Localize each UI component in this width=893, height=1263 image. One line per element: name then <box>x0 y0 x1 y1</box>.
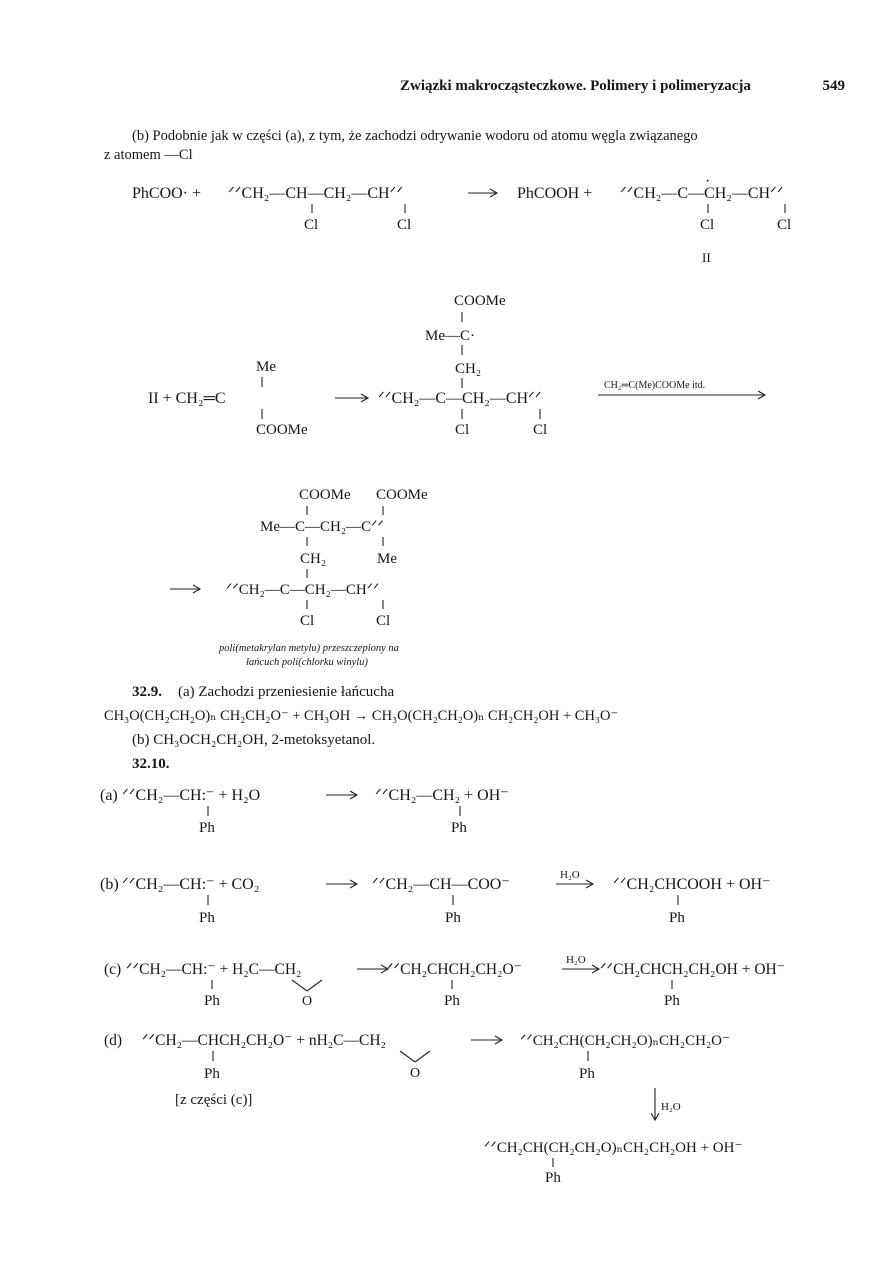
chapter-title: Związki makrocząsteczkowe. Polimery i polimeryzacja <box>400 78 751 94</box>
phenyl-label: Ph <box>545 1170 561 1186</box>
chlorine-label: Cl <box>700 217 715 233</box>
chlorine-label: Cl <box>376 613 391 629</box>
problem-number-32-10: 32.10. <box>132 756 170 772</box>
ch2-group: CH₂ <box>300 551 327 567</box>
water-reagent-label: H₂O <box>661 1101 681 1113</box>
part-c-product: ᐟᐟCH₂CHCH₂CH₂OH + OH⁻ <box>600 961 785 978</box>
methyl-group: Me <box>256 359 276 375</box>
part-b-intermediate: ᐟᐟCH₂—CH—COO⁻ <box>372 876 510 893</box>
part-d-note: [z części (c)] <box>175 1092 253 1108</box>
reaction-b-reactant1: PhCOO· + <box>132 185 202 202</box>
page-number: 549 <box>822 78 845 94</box>
epoxide-oxygen: O <box>302 994 313 1009</box>
part-d-product: ᐟᐟCH₂CH(CH₂CH₂O)ₙCH₂CH₂O⁻ <box>520 1033 730 1049</box>
part-a-product: ᐟᐟCH₂—CH₂ + OH⁻ <box>375 787 509 804</box>
part-a-label: (a) <box>100 787 118 804</box>
epoxide-bond <box>400 1051 415 1062</box>
coome-group: COOMe <box>376 487 428 503</box>
part-b-reactant: ᐟᐟCH₂—CH:⁻ + CO₂ <box>122 876 260 893</box>
figure-caption-line-2: łańcuch poli(chlorku winylu) <box>246 657 368 668</box>
problem-32-9-part-b: (b) CH₃OCH₂CH₂OH, 2-metoksyetanol. <box>132 732 376 748</box>
part-d-label: (d) <box>104 1032 123 1049</box>
radical-dot: · <box>705 173 711 190</box>
phenyl-label: Ph <box>204 993 220 1009</box>
phenyl-label: Ph <box>669 910 685 926</box>
part-c-intermediate: ᐟᐟCH₂CHCH₂CH₂O⁻ <box>387 961 522 978</box>
phenyl-label: Ph <box>444 993 460 1009</box>
chlorine-label: Cl <box>397 217 412 233</box>
water-reagent-label: H₂O <box>566 954 586 966</box>
epoxide-oxygen: O <box>410 1066 421 1081</box>
coome-group: COOMe <box>454 293 506 309</box>
part-b-product: ᐟᐟCH₂CHCOOH + OH⁻ <box>613 876 771 893</box>
phenyl-label: Ph <box>204 1066 220 1082</box>
graft-reactant: II + CH₂═C <box>148 390 226 407</box>
reaction-b-product1: PhCOOH + <box>517 185 593 202</box>
monomer-arrow-label: CH₂═C(Me)COOMe itd. <box>604 380 706 391</box>
water-reagent-label: H₂O <box>560 869 580 881</box>
phenyl-label: Ph <box>579 1066 595 1082</box>
epoxide-bond <box>415 1051 430 1062</box>
part-d-final-product: ᐟᐟCH₂CH(CH₂CH₂O)ₙCH₂CH₂OH + OH⁻ <box>484 1140 743 1156</box>
chain-transfer-equation: CH₃O(CH₂CH₂O)ₙ CH₂CH₂O⁻ + CH₃OH → CH₃O(CH₂CH₂O)ₙ CH₂CH₂OH + CH₃O⁻ <box>104 708 619 724</box>
chlorine-label: Cl <box>777 217 792 233</box>
phenyl-label: Ph <box>199 910 215 926</box>
chlorine-label: Cl <box>300 613 315 629</box>
compound-label-ii: II <box>702 250 711 265</box>
pmma-backbone: Me—C—CH₂—Cᐟᐟ <box>260 519 384 535</box>
radical-center: Me—C· <box>425 328 475 344</box>
phenyl-label: Ph <box>199 820 215 836</box>
chlorine-label: Cl <box>304 217 319 233</box>
phenyl-label: Ph <box>445 910 461 926</box>
reaction-b-reactant2: ᐟᐟCH₂—CH—CH₂—CHᐟᐟ <box>228 185 404 202</box>
chlorine-label: Cl <box>455 422 470 438</box>
ch2-group: CH₂ <box>455 361 482 377</box>
pvc-chain: ᐟᐟCH₂—C—CH₂—CHᐟᐟ <box>378 390 542 407</box>
epoxide-bond <box>292 980 307 991</box>
methyl-group: Me <box>377 551 397 567</box>
figure-caption-line-1: poli(metakrylan metylu) przeszczepiony na <box>219 643 399 654</box>
part-c-reactant: ᐟᐟCH₂—CH:⁻ + H₂C—CH₂ <box>126 961 302 978</box>
part-c-label: (c) <box>104 961 122 978</box>
phenyl-label: Ph <box>451 820 467 836</box>
problem-number-32-9: 32.9. <box>132 684 162 700</box>
intro-line-2: z atomem —Cl <box>104 147 193 163</box>
coome-group: COOMe <box>256 422 308 438</box>
coome-group: COOMe <box>299 487 351 503</box>
part-a-reactant: ᐟᐟCH₂—CH:⁻ + H₂O <box>122 787 261 804</box>
part-b-label: (b) <box>100 876 119 893</box>
epoxide-bond <box>307 980 322 991</box>
problem-32-9-part-a: (a) Zachodzi przeniesienie łańcucha <box>178 684 395 700</box>
pvc-chain: ᐟᐟCH₂—C—CH₂—CHᐟᐟ <box>226 582 380 598</box>
phenyl-label: Ph <box>664 993 680 1009</box>
part-d-reactant: ᐟᐟCH₂—CHCH₂CH₂O⁻ + nH₂C—CH₂ <box>142 1032 386 1049</box>
chlorine-label: Cl <box>533 422 548 438</box>
intro-line-1: (b) Podobnie jak w części (a), z tym, że zachodzi odrywanie wodoru od atomu węgla związanego <box>132 128 698 144</box>
reaction-b-product2: ᐟᐟCH₂—C—CH₂—CHᐟᐟ <box>620 185 784 202</box>
